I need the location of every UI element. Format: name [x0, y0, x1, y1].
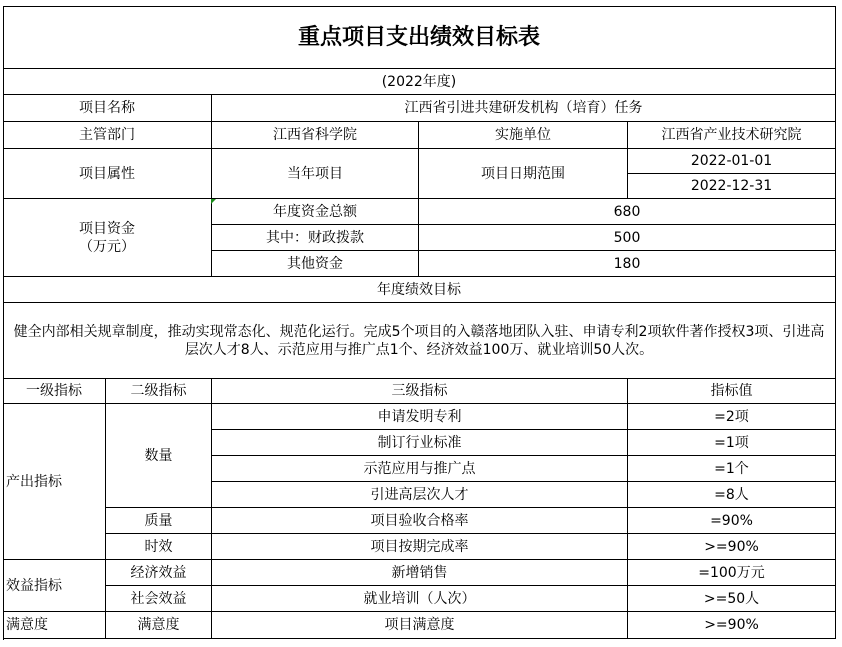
indicator-name: 项目验收合格率 [212, 508, 628, 534]
funds-other-value: 180 [419, 251, 836, 277]
indicator-value: =1个 [628, 456, 836, 482]
funds-label-line2: （万元） [79, 238, 135, 255]
indicator-value: >=90% [628, 534, 836, 560]
table-title: 重点项目支出绩效目标表 [3, 6, 836, 69]
funds-label [3, 199, 212, 277]
level2-satisfaction: 满意度 [106, 612, 212, 639]
funds-label-line1: 项目资金 [79, 220, 135, 237]
funds-fiscal-value: 500 [419, 225, 836, 251]
date-range-label: 项目日期范围 [419, 149, 628, 199]
project-name-value: 江西省引进共建研发机构（培育）任务 [212, 95, 836, 122]
indicator-name: 项目按期完成率 [212, 534, 628, 560]
indicator-name: 就业培训（人次） [212, 586, 628, 612]
unit-label: 实施单位 [419, 122, 628, 149]
level2-quality: 质量 [106, 508, 212, 534]
header-level2: 二级指标 [106, 379, 212, 404]
annual-goal-header: 年度绩效目标 [3, 277, 836, 303]
dept-value: 江西省科学院 [212, 122, 419, 149]
header-level3: 三级指标 [212, 379, 628, 404]
indicator-value: >=90% [628, 612, 836, 639]
funds-total-value: 680 [419, 199, 836, 225]
funds-fiscal-label: 其中：财政拨款 [212, 225, 419, 251]
indicator-value: >=50人 [628, 586, 836, 612]
date-start: 2022-01-01 [628, 149, 836, 174]
level2-timeliness: 时效 [106, 534, 212, 560]
indicator-value: =90% [628, 508, 836, 534]
indicator-name: 制订行业标准 [212, 430, 628, 456]
level1-output: 产出指标 [3, 404, 106, 560]
performance-table [3, 6, 835, 639]
indicator-name: 项目满意度 [212, 612, 628, 639]
indicator-value: =8人 [628, 482, 836, 508]
indicator-name: 示范应用与推广点 [212, 456, 628, 482]
indicator-value: =100万元 [628, 560, 836, 586]
year-label: (2022年度) [3, 69, 836, 95]
level2-social: 社会效益 [106, 586, 212, 612]
attr-value: 当年项目 [212, 149, 419, 199]
project-name-label: 项目名称 [3, 95, 212, 122]
funds-total-label: 年度资金总额 [212, 199, 419, 225]
level2-economic: 经济效益 [106, 560, 212, 586]
header-level1: 一级指标 [3, 379, 106, 404]
level1-benefit: 效益指标 [3, 560, 106, 612]
date-end: 2022-12-31 [628, 174, 836, 199]
annual-goal-text: 健全内部相关规章制度，推动实现常态化、规范化运行。完成5个项目的入赣落地团队入驻、申请专利2项软件著作授权3项、引进高层次人才8人、示范应用与推广点1个、经济效益100万、就业培训50人次。 [3, 303, 836, 379]
level2-quantity: 数量 [106, 404, 212, 508]
funds-other-label: 其他资金 [212, 251, 419, 277]
indicator-name: 申请发明专利 [212, 404, 628, 430]
level1-satisfaction: 满意度 [3, 612, 106, 639]
indicator-value: =1项 [628, 430, 836, 456]
header-value: 指标值 [628, 379, 836, 404]
attr-label: 项目属性 [3, 149, 212, 199]
unit-value: 江西省产业技术研究院 [628, 122, 836, 149]
dept-label: 主管部门 [3, 122, 212, 149]
indicator-name: 新增销售 [212, 560, 628, 586]
indicator-name: 引进高层次人才 [212, 482, 628, 508]
indicator-value: =2项 [628, 404, 836, 430]
cell-comment-marker [211, 199, 216, 204]
